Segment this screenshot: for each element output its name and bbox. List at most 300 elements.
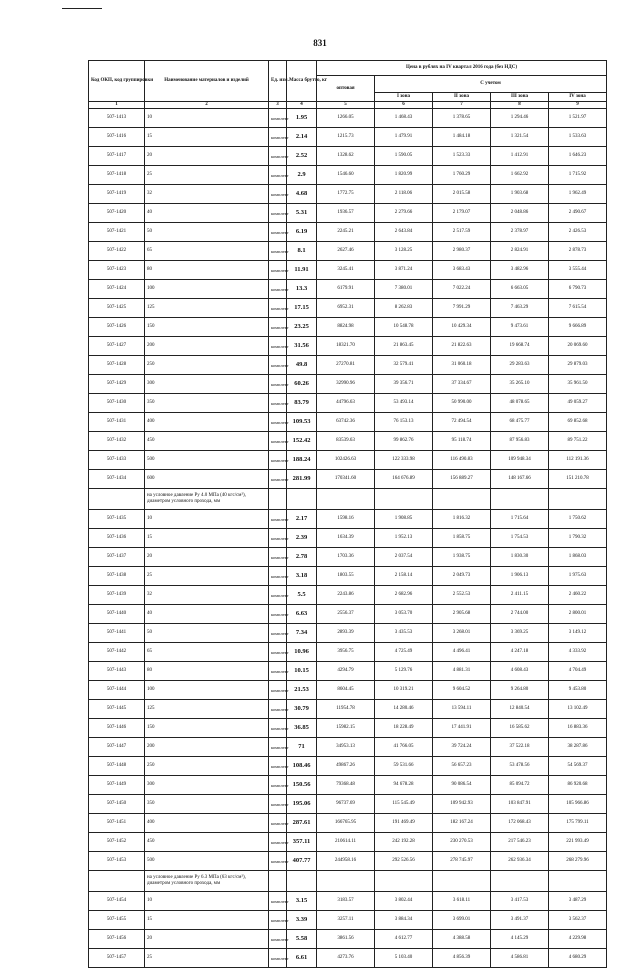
table-row bbox=[89, 700, 607, 719]
unit-cell: комплект bbox=[269, 930, 287, 949]
price-cell: 27270.81 bbox=[317, 356, 375, 375]
mass-cell: 195.06 bbox=[287, 795, 317, 814]
mass-cell: 3.39 bbox=[287, 911, 317, 930]
price-cell: 1936.57 bbox=[317, 204, 375, 223]
price-cell: 2 682.96 bbox=[375, 586, 433, 605]
mass-cell: 10.96 bbox=[287, 643, 317, 662]
unit-cell: комплект bbox=[269, 261, 287, 280]
product-code: 507-1453 bbox=[89, 852, 145, 871]
product-code: 507-1443 bbox=[89, 662, 145, 681]
table-row bbox=[89, 814, 607, 833]
product-name: 250 bbox=[145, 757, 269, 776]
mass-cell: 23.25 bbox=[287, 318, 317, 337]
product-code: 507-1431 bbox=[89, 413, 145, 432]
price-cell: 3 491.37 bbox=[491, 911, 549, 930]
price-cell: 83539.63 bbox=[317, 432, 375, 451]
price-cell: 12 840.54 bbox=[491, 700, 549, 719]
price-cell: 3956.75 bbox=[317, 643, 375, 662]
price-cell: 116 490.83 bbox=[433, 451, 491, 470]
product-code: 507-1442 bbox=[89, 643, 145, 662]
table-row bbox=[89, 128, 607, 147]
product-code: 507-1413 bbox=[89, 109, 145, 128]
mass-cell: 11.91 bbox=[287, 261, 317, 280]
price-cell: 4 333.92 bbox=[549, 643, 607, 662]
price-cell: 6 790.73 bbox=[549, 280, 607, 299]
product-name: 50 bbox=[145, 223, 269, 242]
product-code: 507-1435 bbox=[89, 510, 145, 529]
price-cell: 2 517.59 bbox=[433, 223, 491, 242]
price-cell: 3 487.29 bbox=[549, 892, 607, 911]
price-cell: 6179.91 bbox=[317, 280, 375, 299]
product-code: 507-1429 bbox=[89, 375, 145, 394]
unit-cell: комплект bbox=[269, 719, 287, 738]
mass-cell: 4.68 bbox=[287, 185, 317, 204]
unit-cell: комплект bbox=[269, 432, 287, 451]
price-cell: 3 562.37 bbox=[549, 911, 607, 930]
page-number: 831 bbox=[313, 38, 327, 48]
price-cell: 4 145.29 bbox=[491, 930, 549, 949]
price-cell: 2 552.53 bbox=[433, 586, 491, 605]
price-cell: 29 879.03 bbox=[549, 356, 607, 375]
section-empty-cell bbox=[89, 871, 145, 892]
price-cell: 90 086.54 bbox=[433, 776, 491, 795]
header-zone4: IV зона bbox=[549, 93, 607, 102]
price-cell: 109 942.93 bbox=[433, 795, 491, 814]
column-number: 9 bbox=[549, 102, 607, 109]
price-cell: 2 980.37 bbox=[433, 242, 491, 261]
price-cell: 7 463.29 bbox=[491, 299, 549, 318]
table-row bbox=[89, 318, 607, 337]
unit-cell: комплект bbox=[269, 757, 287, 776]
unit-cell: комплект bbox=[269, 643, 287, 662]
section-empty-cell bbox=[433, 871, 491, 892]
price-cell: 4294.79 bbox=[317, 662, 375, 681]
price-cell: 48 078.65 bbox=[491, 394, 549, 413]
price-cell: 3 053.70 bbox=[375, 605, 433, 624]
price-cell: 41 766.05 bbox=[375, 738, 433, 757]
product-code: 507-1447 bbox=[89, 738, 145, 757]
price-cell: 156 889.27 bbox=[433, 470, 491, 489]
price-cell: 10 429.34 bbox=[433, 318, 491, 337]
price-cell: 39 356.71 bbox=[375, 375, 433, 394]
price-cell: 1 962.49 bbox=[549, 185, 607, 204]
price-cell: 16 585.62 bbox=[491, 719, 549, 738]
price-cell: 278 745.97 bbox=[433, 852, 491, 871]
price-cell: 94 678.28 bbox=[375, 776, 433, 795]
price-cell: 2 744.00 bbox=[491, 605, 549, 624]
price-cell: 9 453.80 bbox=[549, 681, 607, 700]
mass-cell: 17.15 bbox=[287, 299, 317, 318]
product-name: 150 bbox=[145, 719, 269, 738]
section-empty-cell bbox=[375, 489, 433, 510]
column-number: 8 bbox=[491, 102, 549, 109]
product-name: 400 bbox=[145, 413, 269, 432]
mass-cell: 5.31 bbox=[287, 204, 317, 223]
mass-cell: 60.26 bbox=[287, 375, 317, 394]
price-cell: 3 618.11 bbox=[433, 892, 491, 911]
price-cell: 2 378.97 bbox=[491, 223, 549, 242]
unit-cell: комплект bbox=[269, 911, 287, 930]
header-zone2: II зона bbox=[433, 93, 491, 102]
section-empty-cell bbox=[491, 871, 549, 892]
price-cell: 49 059.27 bbox=[549, 394, 607, 413]
price-cell: 13 594.11 bbox=[433, 700, 491, 719]
price-table bbox=[88, 60, 607, 968]
product-code: 507-1430 bbox=[89, 394, 145, 413]
unit-cell: комплект bbox=[269, 299, 287, 318]
product-name: 450 bbox=[145, 833, 269, 852]
unit-cell: комплект bbox=[269, 223, 287, 242]
price-cell: 4 612.77 bbox=[375, 930, 433, 949]
mass-cell: 152.42 bbox=[287, 432, 317, 451]
price-cell: 32 579.41 bbox=[375, 356, 433, 375]
mass-cell: 5.5 bbox=[287, 586, 317, 605]
product-name: 350 bbox=[145, 795, 269, 814]
column-number: 3 bbox=[269, 102, 287, 109]
unit-cell: комплект bbox=[269, 356, 287, 375]
price-cell: 1 868.03 bbox=[549, 548, 607, 567]
mass-cell: 150.56 bbox=[287, 776, 317, 795]
price-cell: 2627.46 bbox=[317, 242, 375, 261]
price-cell: 21 822.63 bbox=[433, 337, 491, 356]
price-cell: 2 878.73 bbox=[549, 242, 607, 261]
price-cell: 2245.21 bbox=[317, 223, 375, 242]
price-cell: 4 680.29 bbox=[549, 949, 607, 968]
product-code: 507-1432 bbox=[89, 432, 145, 451]
column-number: 1 bbox=[89, 102, 145, 109]
price-cell: 8 262.83 bbox=[375, 299, 433, 318]
price-cell: 1 321.54 bbox=[491, 128, 549, 147]
header-unit: Ед. изм. bbox=[269, 61, 287, 102]
price-cell: 16 883.36 bbox=[549, 719, 607, 738]
price-cell: 72 494.54 bbox=[433, 413, 491, 432]
mass-cell: 281.99 bbox=[287, 470, 317, 489]
mass-cell: 30.79 bbox=[287, 700, 317, 719]
product-code: 507-1450 bbox=[89, 795, 145, 814]
product-name: 200 bbox=[145, 738, 269, 757]
price-cell: 2 905.68 bbox=[433, 605, 491, 624]
mass-cell: 2.14 bbox=[287, 128, 317, 147]
product-code: 507-1448 bbox=[89, 757, 145, 776]
price-cell: 2 490.67 bbox=[549, 204, 607, 223]
mass-cell: 407.77 bbox=[287, 852, 317, 871]
mass-cell: 10.15 bbox=[287, 662, 317, 681]
mass-cell: 21.53 bbox=[287, 681, 317, 700]
product-code: 507-1433 bbox=[89, 451, 145, 470]
price-cell: 292 526.56 bbox=[375, 852, 433, 871]
unit-cell: комплект bbox=[269, 949, 287, 968]
unit-cell: комплект bbox=[269, 510, 287, 529]
unit-cell: комплект bbox=[269, 185, 287, 204]
price-cell: 49867.26 bbox=[317, 757, 375, 776]
price-cell: 2 643.84 bbox=[375, 223, 433, 242]
header-transport: С учетом bbox=[375, 76, 607, 93]
mass-cell: 36.85 bbox=[287, 719, 317, 738]
price-cell: 1 412.91 bbox=[491, 147, 549, 166]
section-empty-cell bbox=[269, 871, 287, 892]
product-name: 500 bbox=[145, 852, 269, 871]
price-cell: 210614.11 bbox=[317, 833, 375, 852]
product-name: 80 bbox=[145, 662, 269, 681]
price-cell: 17 441.91 bbox=[433, 719, 491, 738]
table-row bbox=[89, 261, 607, 280]
price-cell: 172 068.43 bbox=[491, 814, 549, 833]
price-cell: 4 881.31 bbox=[433, 662, 491, 681]
unit-cell: комплект bbox=[269, 776, 287, 795]
price-cell: 14 280.46 bbox=[375, 700, 433, 719]
table-row bbox=[89, 548, 607, 567]
mass-cell: 13.3 bbox=[287, 280, 317, 299]
price-cell: 4 725.49 bbox=[375, 643, 433, 662]
product-name: 20 bbox=[145, 548, 269, 567]
price-cell: 175 799.11 bbox=[549, 814, 607, 833]
scan-mark bbox=[62, 8, 102, 9]
price-cell: 87 956.83 bbox=[491, 432, 549, 451]
price-cell: 6 663.05 bbox=[491, 280, 549, 299]
price-cell: 109 948.34 bbox=[491, 451, 549, 470]
unit-cell: комплект bbox=[269, 795, 287, 814]
price-cell: 1 908.85 bbox=[375, 510, 433, 529]
section-empty-cell bbox=[89, 489, 145, 510]
price-cell: 3257.11 bbox=[317, 911, 375, 930]
mass-cell: 287.61 bbox=[287, 814, 317, 833]
price-cell: 29 283.63 bbox=[491, 356, 549, 375]
price-cell: 103 847.91 bbox=[491, 795, 549, 814]
price-cell: 1 479.91 bbox=[375, 128, 433, 147]
price-cell: 148 167.66 bbox=[491, 470, 549, 489]
unit-cell: комплект bbox=[269, 624, 287, 643]
table-row bbox=[89, 432, 607, 451]
mass-cell: 71 bbox=[287, 738, 317, 757]
price-cell: 1598.16 bbox=[317, 510, 375, 529]
price-cell: 2 048.86 bbox=[491, 204, 549, 223]
price-cell: 2 049.73 bbox=[433, 567, 491, 586]
product-name: 15 bbox=[145, 911, 269, 930]
table-row bbox=[89, 852, 607, 871]
price-cell: 2243.86 bbox=[317, 586, 375, 605]
price-cell: 34953.13 bbox=[317, 738, 375, 757]
header-code: Код ОКП, код группировки bbox=[89, 61, 145, 102]
product-name: 50 bbox=[145, 624, 269, 643]
column-number: 5 bbox=[317, 102, 375, 109]
unit-cell: комплект bbox=[269, 128, 287, 147]
mass-cell: 1.95 bbox=[287, 109, 317, 128]
table-row bbox=[89, 510, 607, 529]
product-code: 507-1439 bbox=[89, 586, 145, 605]
price-cell: 7 380.01 bbox=[375, 280, 433, 299]
price-cell: 2 118.06 bbox=[375, 185, 433, 204]
section-heading: на условное давление Ру 4.0 МПа (40 кгс/см²), диаметром условного прохода, мм bbox=[145, 489, 269, 510]
product-name: 25 bbox=[145, 949, 269, 968]
unit-cell: комплект bbox=[269, 242, 287, 261]
product-code: 507-1426 bbox=[89, 318, 145, 337]
price-cell: 5 129.76 bbox=[375, 662, 433, 681]
price-cell: 44796.63 bbox=[317, 394, 375, 413]
product-code: 507-1444 bbox=[89, 681, 145, 700]
price-cell: 89 751.22 bbox=[549, 432, 607, 451]
price-cell: 1 662.92 bbox=[491, 166, 549, 185]
price-cell: 244958.16 bbox=[317, 852, 375, 871]
price-cell: 1 590.05 bbox=[375, 147, 433, 166]
column-number: 2 bbox=[145, 102, 269, 109]
price-cell: 9 604.52 bbox=[433, 681, 491, 700]
section-empty-cell bbox=[287, 871, 317, 892]
section-empty-cell bbox=[549, 489, 607, 510]
price-cell: 8604.45 bbox=[317, 681, 375, 700]
product-name: 32 bbox=[145, 586, 269, 605]
product-code: 507-1419 bbox=[89, 185, 145, 204]
mass-cell: 2.78 bbox=[287, 548, 317, 567]
price-cell: 2 800.01 bbox=[549, 605, 607, 624]
product-name: 350 bbox=[145, 394, 269, 413]
price-cell: 53 493.14 bbox=[375, 394, 433, 413]
mass-cell: 5.58 bbox=[287, 930, 317, 949]
product-name: 600 bbox=[145, 470, 269, 489]
price-cell: 10 548.78 bbox=[375, 318, 433, 337]
product-name: 25 bbox=[145, 567, 269, 586]
table-header bbox=[89, 61, 607, 109]
price-cell: 1 533.63 bbox=[549, 128, 607, 147]
price-cell: 3183.57 bbox=[317, 892, 375, 911]
unit-cell: комплект bbox=[269, 166, 287, 185]
product-code: 507-1417 bbox=[89, 147, 145, 166]
price-cell: 2 426.53 bbox=[549, 223, 607, 242]
price-cell: 56 657.23 bbox=[433, 757, 491, 776]
price-cell: 4 247.18 bbox=[491, 643, 549, 662]
product-name: 40 bbox=[145, 605, 269, 624]
price-cell: 5 103.40 bbox=[375, 949, 433, 968]
section-empty-cell bbox=[287, 489, 317, 510]
price-cell: 164 676.89 bbox=[375, 470, 433, 489]
mass-cell: 31.56 bbox=[287, 337, 317, 356]
price-cell: 79368.48 bbox=[317, 776, 375, 795]
mass-cell: 6.19 bbox=[287, 223, 317, 242]
product-name: 250 bbox=[145, 356, 269, 375]
price-cell: 37 522.18 bbox=[491, 738, 549, 757]
product-code: 507-1434 bbox=[89, 470, 145, 489]
product-name: 20 bbox=[145, 147, 269, 166]
price-cell: 86 920.68 bbox=[549, 776, 607, 795]
price-cell: 1 378.65 bbox=[433, 109, 491, 128]
product-name: 300 bbox=[145, 776, 269, 795]
price-cell: 59 531.66 bbox=[375, 757, 433, 776]
product-name: 65 bbox=[145, 643, 269, 662]
header-wholesale: оптовая bbox=[317, 76, 375, 102]
price-cell: 7 615.54 bbox=[549, 299, 607, 318]
unit-cell: комплект bbox=[269, 280, 287, 299]
product-code: 507-1451 bbox=[89, 814, 145, 833]
mass-cell: 6.63 bbox=[287, 605, 317, 624]
price-cell: 2 037.54 bbox=[375, 548, 433, 567]
table-body bbox=[89, 109, 607, 968]
unit-cell: комплект bbox=[269, 204, 287, 223]
product-code: 507-1438 bbox=[89, 567, 145, 586]
price-cell: 9 264.80 bbox=[491, 681, 549, 700]
product-name: 150 bbox=[145, 318, 269, 337]
mass-cell: 3.15 bbox=[287, 892, 317, 911]
table-row bbox=[89, 451, 607, 470]
unit-cell: комплект bbox=[269, 147, 287, 166]
unit-cell: комплект bbox=[269, 337, 287, 356]
product-code: 507-1423 bbox=[89, 261, 145, 280]
price-cell: 122 333.98 bbox=[375, 451, 433, 470]
unit-cell: комплект bbox=[269, 529, 287, 548]
section-empty-cell bbox=[317, 871, 375, 892]
price-cell: 4 229.98 bbox=[549, 930, 607, 949]
price-cell: 112 191.36 bbox=[549, 451, 607, 470]
product-name: 65 bbox=[145, 242, 269, 261]
price-cell: 2 279.66 bbox=[375, 204, 433, 223]
section-empty-cell bbox=[269, 489, 287, 510]
price-cell: 4273.76 bbox=[317, 949, 375, 968]
price-cell: 242 192.28 bbox=[375, 833, 433, 852]
section-empty-cell bbox=[491, 489, 549, 510]
price-cell: 35 265.10 bbox=[491, 375, 549, 394]
price-cell: 217 546.23 bbox=[491, 833, 549, 852]
product-name: 125 bbox=[145, 700, 269, 719]
price-cell: 3245.41 bbox=[317, 261, 375, 280]
section-empty-cell bbox=[375, 871, 433, 892]
product-code: 507-1455 bbox=[89, 911, 145, 930]
product-code: 507-1456 bbox=[89, 930, 145, 949]
price-cell: 1 715.64 bbox=[491, 510, 549, 529]
unit-cell: комплект bbox=[269, 548, 287, 567]
product-code: 507-1445 bbox=[89, 700, 145, 719]
product-code: 507-1436 bbox=[89, 529, 145, 548]
table-row bbox=[89, 776, 607, 795]
price-cell: 151 210.78 bbox=[549, 470, 607, 489]
header-zone3: III зона bbox=[491, 93, 549, 102]
price-cell: 1328.62 bbox=[317, 147, 375, 166]
table-row bbox=[89, 643, 607, 662]
price-cell: 9 666.89 bbox=[549, 318, 607, 337]
section-empty-cell bbox=[433, 489, 491, 510]
table-row bbox=[89, 204, 607, 223]
product-code: 507-1454 bbox=[89, 892, 145, 911]
price-cell: 3 417.53 bbox=[491, 892, 549, 911]
product-name: 10 bbox=[145, 510, 269, 529]
price-cell: 6952.31 bbox=[317, 299, 375, 318]
table-row bbox=[89, 586, 607, 605]
price-cell: 2 179.07 bbox=[433, 204, 491, 223]
unit-cell: комплект bbox=[269, 567, 287, 586]
product-code: 507-1427 bbox=[89, 337, 145, 356]
price-cell: 1 468.43 bbox=[375, 109, 433, 128]
table-row bbox=[89, 892, 607, 911]
price-cell: 1 646.23 bbox=[549, 147, 607, 166]
price-cell: 10 319.21 bbox=[375, 681, 433, 700]
unit-cell: комплект bbox=[269, 605, 287, 624]
price-cell: 7 991.29 bbox=[433, 299, 491, 318]
price-cell: 1 820.99 bbox=[375, 166, 433, 185]
table-row bbox=[89, 930, 607, 949]
price-cell: 53 478.56 bbox=[491, 757, 549, 776]
unit-cell: комплект bbox=[269, 662, 287, 681]
product-name: 15 bbox=[145, 128, 269, 147]
unit-cell: комплект bbox=[269, 852, 287, 871]
product-name: 125 bbox=[145, 299, 269, 318]
product-name: 25 bbox=[145, 166, 269, 185]
table-row bbox=[89, 605, 607, 624]
section-empty-cell bbox=[549, 871, 607, 892]
product-code: 507-1446 bbox=[89, 719, 145, 738]
unit-cell: комплект bbox=[269, 394, 287, 413]
price-cell: 21 863.45 bbox=[375, 337, 433, 356]
price-cell: 1 754.53 bbox=[491, 529, 549, 548]
price-cell: 2 015.58 bbox=[433, 185, 491, 204]
price-cell: 96737.69 bbox=[317, 795, 375, 814]
table-row bbox=[89, 757, 607, 776]
